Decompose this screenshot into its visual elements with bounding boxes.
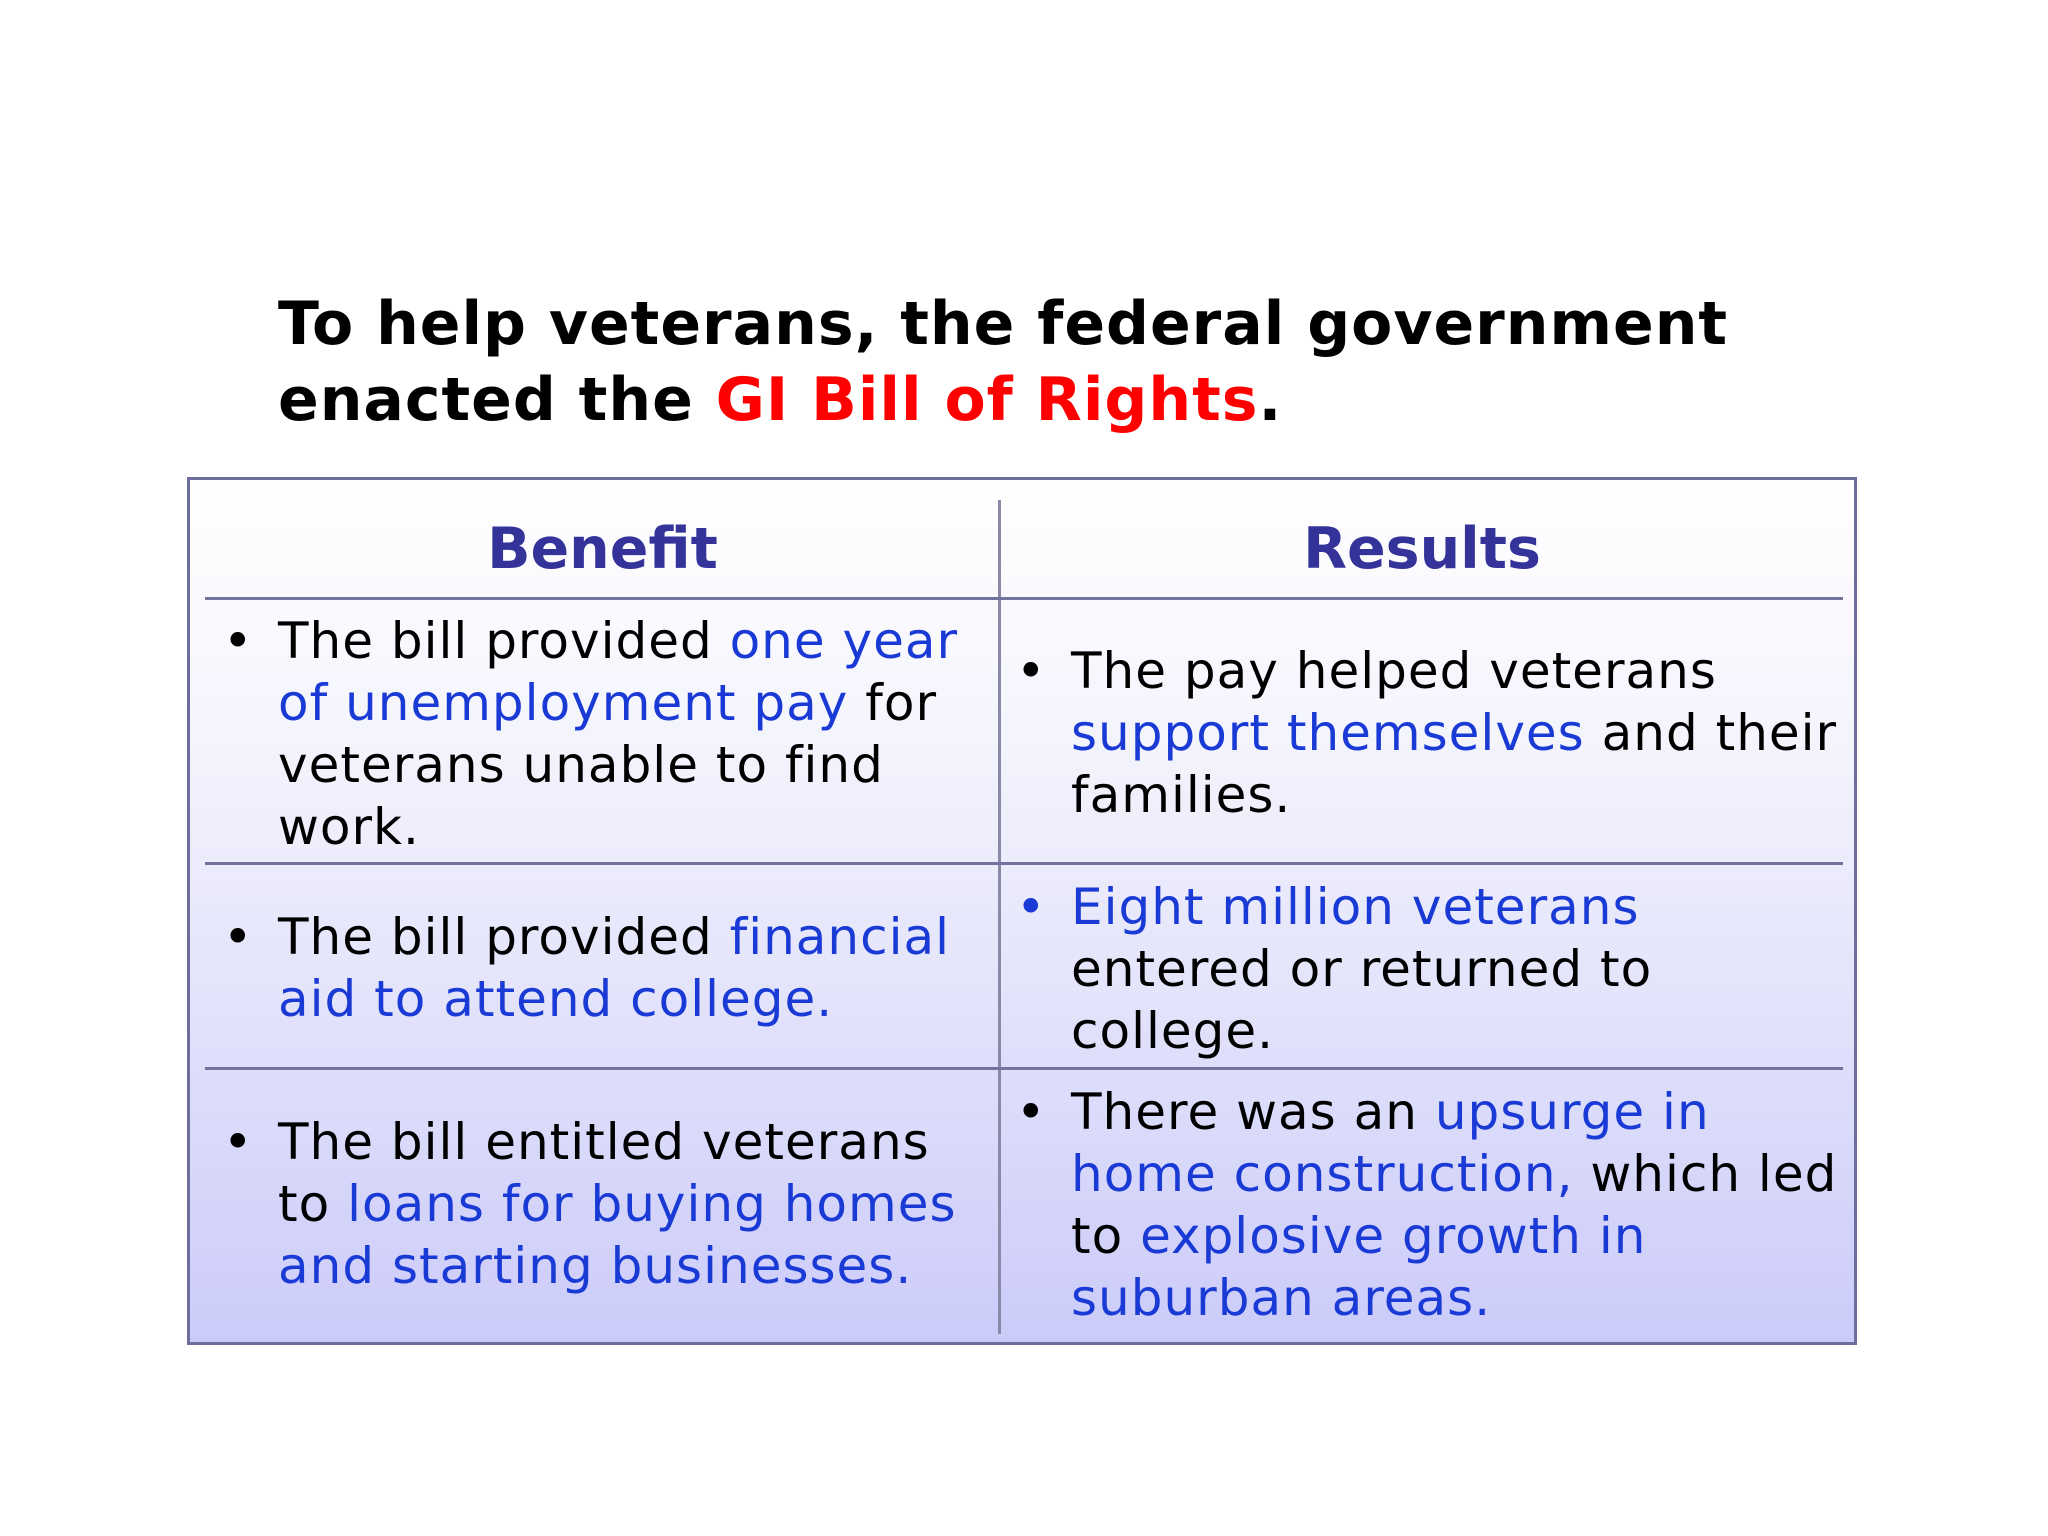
header-divider — [205, 597, 1843, 600]
column-header-benefit: Benefit — [487, 516, 718, 582]
bullet-icon: • — [223, 612, 254, 670]
emphasis-text: loans for buying homes and starting businesses. — [278, 1175, 957, 1295]
column-header-results: Results — [1303, 516, 1541, 582]
result-cell-2: • Eight million veterans entered or returned to college. — [1016, 878, 1653, 1060]
emphasis-text: one year of unemployment pay — [278, 612, 959, 732]
benefit-cell-2: • The bill provided financial aid to attend college. — [223, 908, 951, 1028]
title-highlight: GI Bill of Rights — [715, 365, 1259, 435]
result-cell-3: • There was an upsurge in home construction, which led to explosive growth in suburban areas. — [1016, 1083, 1838, 1327]
row-divider-1 — [205, 862, 1843, 865]
emphasis-text: financial aid to attend college. — [278, 908, 951, 1028]
bullet-icon: • — [1016, 1083, 1047, 1141]
bullet-icon: • — [1016, 878, 1047, 936]
title-line-2-suffix: . — [1258, 365, 1283, 435]
bullet-icon: • — [223, 1113, 254, 1171]
emphasis-text: Eight million veterans — [1071, 878, 1640, 936]
benefit-cell-1: • The bill provided one year of unemployment pay for veterans unable to find work. — [223, 612, 959, 856]
slide-title — [278, 286, 1838, 438]
emphasis-text: upsurge in home construction, — [1071, 1083, 1710, 1203]
emphasis-text: support themselves — [1071, 704, 1585, 762]
title-line-1: To help veterans, the federal government — [278, 289, 1729, 359]
row-divider-2 — [205, 1067, 1843, 1070]
result-cell-1: • The pay helped veterans support themselves and their families. — [1016, 642, 1838, 824]
column-divider — [998, 500, 1001, 1334]
emphasis-text: explosive growth in suburban areas. — [1071, 1207, 1647, 1327]
benefit-cell-3: • The bill entitled veterans to loans for buying homes and starting businesses. — [223, 1113, 957, 1295]
bullet-icon: • — [1016, 642, 1047, 700]
title-line-2-prefix: enacted the — [278, 365, 716, 435]
bullet-icon: • — [223, 908, 254, 966]
